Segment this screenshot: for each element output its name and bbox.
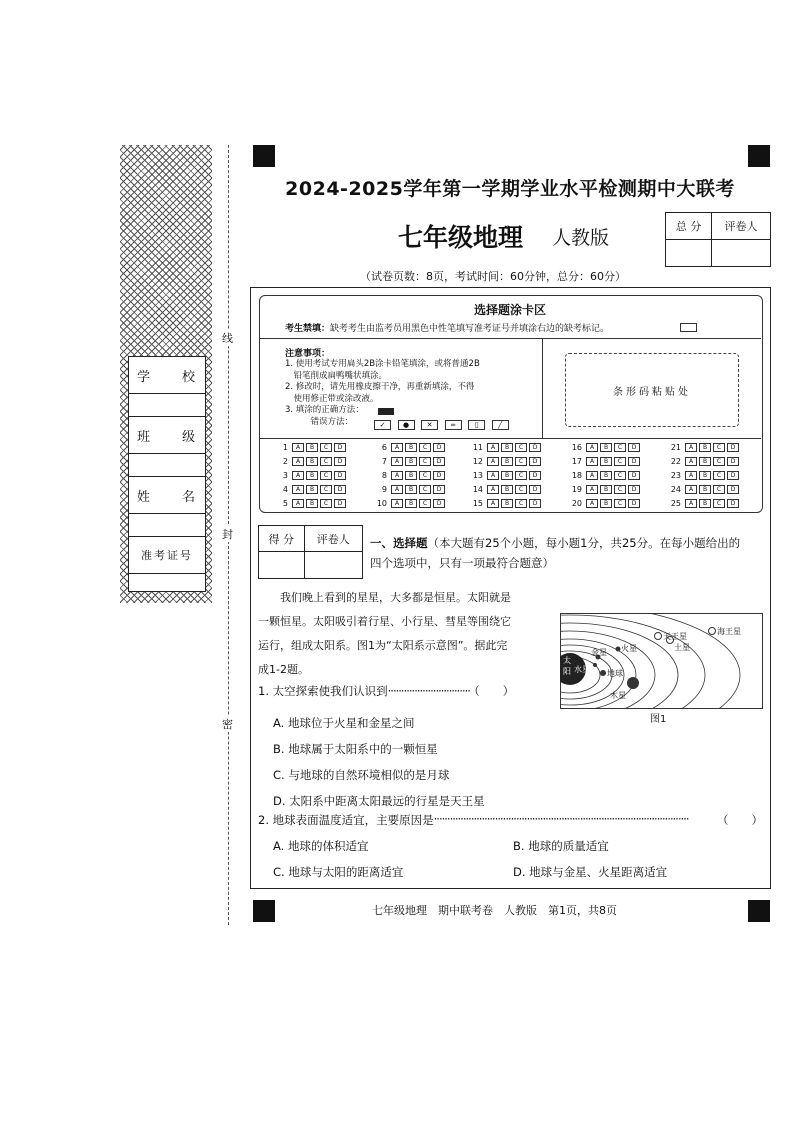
answer-bubble-d[interactable]: D xyxy=(628,485,640,494)
jupiter-label: 木星 xyxy=(610,691,626,700)
answer-bubble-b[interactable]: B xyxy=(405,485,417,494)
q2-stem-line xyxy=(258,812,763,828)
answer-bubble-b[interactable]: B xyxy=(501,485,513,494)
passage-line: 一颗恒星。太阳吸引着行星、小行星、彗星等围绕它 xyxy=(258,615,511,628)
answer-bubble-d[interactable]: D xyxy=(727,443,739,452)
section-grader-field[interactable] xyxy=(304,552,362,579)
subject-title: 七年级地理 xyxy=(398,223,524,252)
wrong-slash-icon: ╱ xyxy=(492,420,509,430)
question-number: 24 xyxy=(670,485,681,494)
q2-option-a[interactable]: A. 地球的体积适宜 xyxy=(273,839,369,853)
section-score-label: 得 分 xyxy=(259,526,305,552)
answer-bubble-b[interactable]: B xyxy=(405,471,417,480)
wrong-cross-icon: ✕ xyxy=(421,420,438,430)
answer-row xyxy=(272,471,346,480)
section-heading-line xyxy=(370,533,765,573)
binding-mark-seal: 封 xyxy=(222,528,233,541)
note-line: 铅笔削成扁鸭嘴状填涂。 xyxy=(285,370,388,381)
registration-mark-top-right xyxy=(748,145,770,167)
answer-bubble-c[interactable]: C xyxy=(419,471,431,480)
answer-bubble-d[interactable]: D xyxy=(433,499,445,508)
answer-bubble-a[interactable]: A xyxy=(685,499,697,508)
earth-label: 地球 xyxy=(607,669,623,678)
answer-bubble-d[interactable]: D xyxy=(433,471,445,480)
answer-bubble-c[interactable]: C xyxy=(515,443,527,452)
answer-bubble-b[interactable]: B xyxy=(306,443,318,452)
mercury-label: 水星 xyxy=(574,665,590,674)
question-number: 19 xyxy=(571,485,582,494)
wrong-check-icon: ✓ xyxy=(374,420,391,430)
answer-bubble-d[interactable]: D xyxy=(628,471,640,480)
answer-bubble-a[interactable]: A xyxy=(391,457,403,466)
answer-bubble-b[interactable]: B xyxy=(306,471,318,480)
answer-bubble-a[interactable]: A xyxy=(292,457,304,466)
section-grader-label: 评卷人 xyxy=(304,526,362,552)
question-number: 3 xyxy=(282,471,288,480)
name-field[interactable] xyxy=(129,514,205,537)
note-line: 错误方法： xyxy=(285,416,354,427)
answer-bubble-d[interactable]: D xyxy=(727,471,739,480)
mercury xyxy=(593,663,597,667)
answer-card-title: 选择题涂卡区 xyxy=(473,303,546,317)
answer-bubble-a[interactable]: A xyxy=(487,457,499,466)
answer-bubble-d[interactable]: D xyxy=(433,485,445,494)
question-number: 16 xyxy=(571,443,582,452)
answer-bubble-c[interactable]: C xyxy=(515,485,527,494)
question-number: 5 xyxy=(282,499,288,508)
answer-row xyxy=(566,443,640,452)
q1-leader: ······························· xyxy=(387,684,470,698)
saturn-label: 土星 xyxy=(674,643,690,652)
answer-bubble-b[interactable]: B xyxy=(501,499,513,508)
neptune xyxy=(709,628,716,635)
note-line: 3. 填涂的正确方法： xyxy=(285,405,364,415)
question-number: 7 xyxy=(381,457,387,466)
answer-card-divider-mid xyxy=(542,338,543,438)
exam-id-field[interactable] xyxy=(129,574,205,596)
answer-bubble-d[interactable]: D xyxy=(334,471,346,480)
answer-bubble-c[interactable]: C xyxy=(419,443,431,452)
barcode-label: 条形码粘贴处 xyxy=(613,386,691,398)
exam-info: （试卷页数：8页，考试时间：60分钟，总分：60分） xyxy=(360,270,626,283)
section-score-table xyxy=(258,525,363,579)
answer-row xyxy=(371,485,445,494)
answer-bubble-d[interactable]: D xyxy=(727,485,739,494)
answer-row xyxy=(272,499,346,508)
class-field[interactable] xyxy=(129,454,205,477)
answer-card-divider-bottom xyxy=(259,438,761,439)
answer-bubble-c[interactable]: C xyxy=(614,471,626,480)
q1-stem-line xyxy=(258,683,514,699)
grader-field[interactable] xyxy=(711,240,770,267)
wrong-stripe-icon: ═ xyxy=(445,420,462,430)
note-line: 1. 使用考试专用扁头2B涂卡铅笔填涂，或将普通2B xyxy=(285,359,480,369)
answer-bubble-a[interactable]: A xyxy=(292,443,304,452)
question-number: 12 xyxy=(472,457,483,466)
q1-bracket: （ ） xyxy=(473,684,515,698)
answer-bubble-a[interactable]: A xyxy=(487,499,499,508)
question-number: 2 xyxy=(282,457,288,466)
question-number: 11 xyxy=(472,443,483,452)
answer-bubble-d[interactable]: D xyxy=(529,457,541,466)
question-number: 8 xyxy=(381,471,387,480)
q2-leader: ································································································ xyxy=(433,812,689,826)
question-number: 6 xyxy=(381,443,387,452)
answer-row xyxy=(665,485,739,494)
answer-row xyxy=(665,471,739,480)
q2-bracket: （ ） xyxy=(717,813,763,827)
answer-bubble-d[interactable]: D xyxy=(628,457,640,466)
answer-bubble-a[interactable]: A xyxy=(487,471,499,480)
answer-bubble-a[interactable]: A xyxy=(292,485,304,494)
answer-bubble-b[interactable]: B xyxy=(699,457,711,466)
answer-bubble-d[interactable]: D xyxy=(334,443,346,452)
question-number: 13 xyxy=(472,471,483,480)
q1-option-a[interactable]: A. 地球位于火星和金星之间 xyxy=(273,716,415,730)
q2-option-b[interactable]: B. 地球的质量适宜 xyxy=(513,839,609,853)
answer-bubble-c[interactable]: C xyxy=(713,471,725,480)
school-label: 学 校 xyxy=(129,357,205,394)
uranus xyxy=(655,633,662,640)
section-score-field[interactable] xyxy=(259,552,305,579)
passage xyxy=(258,586,553,682)
answer-bubble-d[interactable]: D xyxy=(628,499,640,508)
answer-bubble-a[interactable]: A xyxy=(391,471,403,480)
section-heading: 一、选择题 xyxy=(370,536,428,550)
answer-bubble-d[interactable]: D xyxy=(727,457,739,466)
wrong-fill-samples xyxy=(374,420,509,430)
answer-bubble-a[interactable]: A xyxy=(685,471,697,480)
answer-bubble-c[interactable]: C xyxy=(713,485,725,494)
answer-bubble-d[interactable]: D xyxy=(334,499,346,508)
binding-mark-line: 线 xyxy=(222,332,233,345)
answer-row xyxy=(566,471,640,480)
mars xyxy=(616,647,621,652)
notes-title: 注意事项： xyxy=(285,349,331,359)
answer-row xyxy=(272,443,346,452)
answer-row xyxy=(371,457,445,466)
q1-option-c[interactable]: C. 与地球的自然环境相似的是月球 xyxy=(273,768,450,782)
question-number: 1 xyxy=(282,443,288,452)
answer-bubble-d[interactable]: D xyxy=(529,499,541,508)
question-number: 10 xyxy=(376,499,387,508)
answer-bubble-d[interactable]: D xyxy=(529,443,541,452)
question-number: 18 xyxy=(571,471,582,480)
name-label: 姓 名 xyxy=(129,477,205,514)
q1-option-b[interactable]: B. 地球属于太阳系中的一颗恒星 xyxy=(273,742,438,756)
page-footer: 七年级地理 期中联考卷 人教版 第1页，共8页 xyxy=(372,904,617,917)
exam-id-label: 准考证号 xyxy=(129,537,205,574)
solar-system-figure xyxy=(560,613,763,709)
question-number: 4 xyxy=(282,485,288,494)
answer-row xyxy=(566,457,640,466)
absent-mark-box[interactable] xyxy=(680,323,697,332)
passage-line: 运行，组成太阳系。图1为“太阳系示意图”。据此完 xyxy=(258,639,508,652)
answer-bubble-a[interactable]: A xyxy=(487,443,499,452)
answer-bubble-a[interactable]: A xyxy=(391,499,403,508)
question-number: 17 xyxy=(571,457,582,466)
note-line: 使用修正带或涂改液。 xyxy=(285,393,379,404)
answer-bubble-d[interactable]: D xyxy=(529,485,541,494)
answer-bubble-c[interactable]: C xyxy=(419,457,431,466)
answer-bubble-c[interactable]: C xyxy=(320,471,332,480)
answer-row xyxy=(467,471,541,480)
answer-bubble-c[interactable]: C xyxy=(320,443,332,452)
note-line: 2. 修改时，请先用橡皮擦干净，再重新填涂，不得 xyxy=(285,382,475,392)
answer-row xyxy=(272,485,346,494)
answer-bubble-b[interactable]: B xyxy=(600,443,612,452)
answer-bubble-a[interactable]: A xyxy=(487,485,499,494)
answer-bubble-a[interactable]: A xyxy=(586,457,598,466)
grader-label: 评卷人 xyxy=(711,213,770,240)
mars-label: 火星 xyxy=(621,644,637,653)
answer-bubble-d[interactable]: D xyxy=(334,457,346,466)
answer-row xyxy=(467,443,541,452)
neptune-label: 海王星 xyxy=(717,627,741,636)
class-label: 班 级 xyxy=(129,417,205,454)
answer-row xyxy=(272,457,346,466)
registration-mark-bottom-right xyxy=(748,900,770,922)
answer-bubble-b[interactable]: B xyxy=(306,499,318,508)
answer-row xyxy=(566,499,640,508)
answer-bubble-d[interactable]: D xyxy=(529,471,541,480)
section-desc-2: 四个选项中，只有一项最符合题意） xyxy=(370,556,554,570)
answer-bubble-c[interactable]: C xyxy=(419,499,431,508)
answer-bubble-c[interactable]: C xyxy=(320,457,332,466)
answer-bubble-a[interactable]: A xyxy=(586,471,598,480)
answer-bubble-b[interactable]: B xyxy=(699,471,711,480)
answer-bubble-b[interactable]: B xyxy=(306,457,318,466)
question-number: 9 xyxy=(381,485,387,494)
passage-line: 成1-2题。 xyxy=(258,663,309,676)
total-score-field[interactable] xyxy=(666,240,712,267)
answer-row xyxy=(665,457,739,466)
answer-bubble-a[interactable]: A xyxy=(292,499,304,508)
answer-card-divider-top xyxy=(259,338,761,339)
q2-option-c[interactable]: C. 地球与太阳的距离适宜 xyxy=(273,865,404,879)
school-field[interactable] xyxy=(129,394,205,417)
answer-bubble-b[interactable]: B xyxy=(501,443,513,452)
answer-bubble-a[interactable]: A xyxy=(685,485,697,494)
answer-bubble-a[interactable]: A xyxy=(586,443,598,452)
registration-mark-top-left xyxy=(253,145,275,167)
correct-fill-sample xyxy=(378,408,394,415)
answer-row xyxy=(371,443,445,452)
answer-bubble-a[interactable]: A xyxy=(391,443,403,452)
answer-bubble-c[interactable]: C xyxy=(515,457,527,466)
answer-bubble-d[interactable]: D xyxy=(727,499,739,508)
earth xyxy=(600,670,606,676)
answer-bubble-b[interactable]: B xyxy=(600,499,612,508)
question-number: 21 xyxy=(670,443,681,452)
jupiter xyxy=(627,677,639,689)
answer-row xyxy=(467,485,541,494)
figure-caption: 图1 xyxy=(650,714,667,725)
notes-list xyxy=(285,359,480,428)
q2-option-d[interactable]: D. 地球与金星、火星距离适宜 xyxy=(513,865,668,879)
total-score-label: 总 分 xyxy=(666,213,712,240)
answer-bubble-b[interactable]: B xyxy=(699,485,711,494)
question-number: 14 xyxy=(472,485,483,494)
question-number: 22 xyxy=(670,457,681,466)
answer-bubble-a[interactable]: A xyxy=(586,485,598,494)
answer-bubble-c[interactable]: C xyxy=(713,457,725,466)
answer-bubble-b[interactable]: B xyxy=(501,457,513,466)
answer-bubble-b[interactable]: B xyxy=(501,471,513,480)
answer-bubble-b[interactable]: B xyxy=(405,457,417,466)
answer-bubble-b[interactable]: B xyxy=(405,499,417,508)
student-info-box xyxy=(128,356,206,592)
answer-bubble-c[interactable]: C xyxy=(320,499,332,508)
answer-bubble-b[interactable]: B xyxy=(600,457,612,466)
answer-bubble-b[interactable]: B xyxy=(600,471,612,480)
q1-stem: 1. 太空探索使我们认识到 xyxy=(258,684,388,698)
answer-bubble-a[interactable]: A xyxy=(685,457,697,466)
answer-row xyxy=(371,471,445,480)
q2-stem: 2. 地球表面温度适宜，主要原因是 xyxy=(258,813,434,827)
answer-bubble-c[interactable]: C xyxy=(515,471,527,480)
answer-bubble-d[interactable]: D xyxy=(628,443,640,452)
answer-row xyxy=(665,499,739,508)
question-number: 23 xyxy=(670,471,681,480)
answer-bubble-b[interactable]: B xyxy=(699,499,711,508)
answer-bubble-b[interactable]: B xyxy=(699,443,711,452)
q1-option-d[interactable]: D. 太阳系中距离太阳最远的行星是天王星 xyxy=(273,794,485,808)
answer-bubble-c[interactable]: C xyxy=(614,457,626,466)
question-number: 15 xyxy=(472,499,483,508)
answer-bubble-d[interactable]: D xyxy=(433,443,445,452)
answer-row xyxy=(665,443,739,452)
answer-row xyxy=(467,499,541,508)
venus-label: 金星 xyxy=(591,648,607,657)
sun-label-2: 阳 xyxy=(563,667,571,676)
wrong-dot-icon: ● xyxy=(398,420,415,430)
barcode-area xyxy=(565,353,739,427)
q1-options xyxy=(273,710,485,814)
answer-row xyxy=(467,457,541,466)
forbidden-text: 缺考考生由监考员用黑色中性笔填写准考证号并填涂右边的缺考标记。 xyxy=(330,324,610,334)
answer-bubble-c[interactable]: C xyxy=(419,485,431,494)
answer-bubble-c[interactable]: C xyxy=(614,499,626,508)
uranus-label: 天王星 xyxy=(663,632,687,641)
passage-line: 我们晚上看到的星星，大多都是恒星。太阳就是 xyxy=(280,591,511,604)
answer-row xyxy=(371,499,445,508)
answer-bubble-c[interactable]: C xyxy=(320,485,332,494)
answer-bubble-c[interactable]: C xyxy=(713,443,725,452)
answer-bubble-a[interactable]: A xyxy=(685,443,697,452)
question-number: 25 xyxy=(670,499,681,508)
answer-row xyxy=(566,485,640,494)
forbidden-label: 考生禁填： xyxy=(285,324,331,334)
answer-bubble-b[interactable]: B xyxy=(306,485,318,494)
answer-bubble-d[interactable]: D xyxy=(334,485,346,494)
answer-bubble-c[interactable]: C xyxy=(614,443,626,452)
answer-bubble-b[interactable]: B xyxy=(600,485,612,494)
answer-bubble-a[interactable]: A xyxy=(292,471,304,480)
answer-bubble-c[interactable]: C xyxy=(713,499,725,508)
edition-label: 人教版 xyxy=(552,227,610,249)
binding-mark-secret: 密 xyxy=(222,718,233,731)
answer-bubble-a[interactable]: A xyxy=(391,485,403,494)
exam-title: 2024-2025学年第一学期学业水平检测期中大联考 xyxy=(285,178,735,200)
answer-bubble-c[interactable]: C xyxy=(515,499,527,508)
registration-mark-bottom-left xyxy=(253,900,275,922)
total-score-table xyxy=(665,212,771,267)
wrong-partial-icon: ▯ xyxy=(468,420,485,430)
sun-label-1: 太 xyxy=(563,656,571,665)
section-desc-1: （本大题有25个小题，每小题1分，共25分。在每小题给出的 xyxy=(427,536,741,550)
answer-bubble-d[interactable]: D xyxy=(433,457,445,466)
forbidden-line xyxy=(285,321,609,334)
question-number: 20 xyxy=(571,499,582,508)
answer-bubble-a[interactable]: A xyxy=(586,499,598,508)
answer-bubble-c[interactable]: C xyxy=(614,485,626,494)
answer-bubble-b[interactable]: B xyxy=(405,443,417,452)
